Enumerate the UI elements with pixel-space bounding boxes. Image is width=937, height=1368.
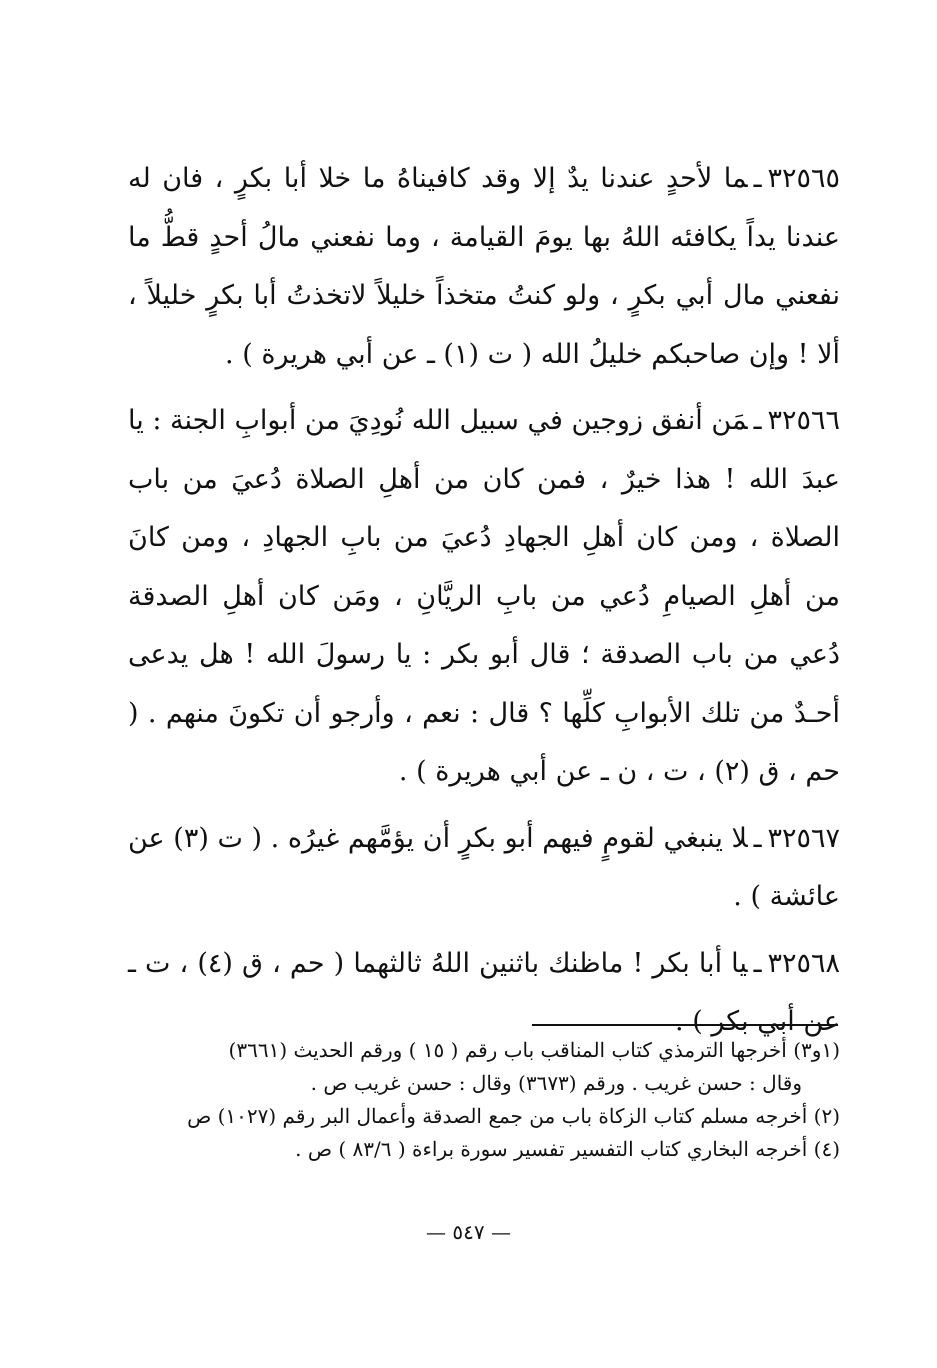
hadith-number: ٣٢٥٦٧	[767, 822, 841, 854]
hadith-text: ما لأحدٍ عندنا يدٌ إلا وقد كافيناهُ ما خلا أبا بكرٍ ، فان له عندنا يداً يكافئه اللهُ بها يومَ القيامة ، وما نفعني مالُ أحدٍ قطُّ ما نفعني مال أبي بكرٍ ، ولو كنتُ متخذاً خليلاً لاتخذتُ أبا بكرٍ خليلاً ، ألا ! وإن صاحبكم خليلُ الله ( ت (١) ـ عن أبي هريرة ) .	[128, 163, 840, 370]
footnote-divider	[532, 1024, 838, 1026]
hadith-text: يا أبا بكر ! ماظنك باثنين اللهُ ثالثهما ( حم ، ق (٤) ، ت ـ عن أبي بكر ) .	[128, 947, 840, 1037]
footnote: (١و٣) أخرجها الترمذي كتاب المناقب باب رقم ( ١٥ ) ورقم الحديث (٣٦٦١)	[228, 1038, 840, 1062]
hadith-text: مَن أنفق زوجين في سبيل الله نُودِيَ من أبوابِ الجنة : يا عبدَ الله ! هذا خيرٌ ، فمن كان من أهلِ الصلاة دُعيَ من باب الصلاة ، ومن كان أهلِ الجهادِ دُعيَ من بابِ الجهادِ ، ومن كانَ من أهلِ الصيامِ دُعي من بابِ الريَّانِ ، ومَن كان أهلِ الصدقة دُعي من باب الصدقة ؛ قال أبو بكر : يا رسولَ الله ! هل يدعى أحـدٌ من تلك الأبوابِ كلِّها ؟ قال : نعم ، وأرجو أن تكونَ منهم . ( حم ، ق (٢) ، ت ، ن ـ عن أبي هريرة ) .	[128, 405, 840, 787]
hadith-entry: ٣٢٥٦٧ـلا ينبغي لقومٍ فيهم أبو بكرٍ أن يؤمَّهم غيرُه . ( ت (٣) عن عائشة ) .	[128, 822, 841, 912]
hadith-number: ٣٢٥٦٥	[767, 163, 840, 194]
footnotes	[140, 1034, 840, 1166]
footnote: (٤) أخرجه البخاري كتاب التفسير تفسير سورة براءة ( ٨٣/٦ ) ص .	[295, 1137, 840, 1161]
hadith-entry: ٣٢٥٦٥ـما لأحدٍ عندنا يدٌ إلا وقد كافيناهُ ما خلا أبا بكرٍ ، فان له عندنا يداً يكافئه اللهُ بها يومَ القيامة ، وما نفعني مالُ أحدٍ قطُّ ما نفعني مال أبي بكرٍ ، ولو كنتُ متخذاً خليلاً لاتخذتُ أبا بكرٍ خليلاً ، ألا ! وإن صاحبكم خليلُ الله ( ت (١) ـ عن أبي هريرة ) .	[128, 163, 840, 370]
hadith-entry: ٣٢٥٦٨ـيا أبا بكر ! ماظنك باثنين اللهُ ثالثهما ( حم ، ق (٤) ، ت ـ عن أبي بكر ) .	[128, 947, 840, 1037]
footnote-continuation: وقال : حسن غريب . ورقم (٣٦٧٣) وقال : حسن غريب ص .	[310, 1071, 802, 1095]
hadith-entry: ٣٢٥٦٦ـمَن أنفق زوجين في سبيل الله نُودِيَ من أبوابِ الجنة : يا عبدَ الله ! هذا خيرٌ ، فمن كان من أهلِ الصلاة دُعيَ من باب الصلاة ، ومن كان أهلِ الجهادِ دُعيَ من بابِ الجهادِ ، ومن كانَ من أهلِ الصيامِ دُعي من بابِ الريَّانِ ، ومَن كان أهلِ الصدقة دُعي من باب الصدقة ؛ قال أبو بكر : يا رسولَ الله ! هل يدعى أحـدٌ من تلك الأبوابِ كلِّها ؟ قال : نعم ، وأرجو أن تكونَ منهم . ( حم ، ق (٢) ، ت ، ن ـ عن أبي هريرة ) .	[128, 405, 840, 787]
page-number: — ٥٤٧ —	[426, 1220, 511, 1244]
footnote: (٢) أخرجه مسلم كتاب الزكاة باب من جمع الصدقة وأعمال البر رقم (١٠٢٧) ص	[187, 1104, 840, 1128]
hadith-text: لا ينبغي لقومٍ فيهم أبو بكرٍ أن يؤمَّهم غيرُه . ( ت (٣) عن عائشة ) .	[128, 822, 840, 912]
hadith-number: ٣٢٥٦٨	[767, 947, 840, 979]
hadith-number: ٣٢٥٦٦	[767, 405, 840, 436]
hadith-list	[128, 150, 840, 1060]
